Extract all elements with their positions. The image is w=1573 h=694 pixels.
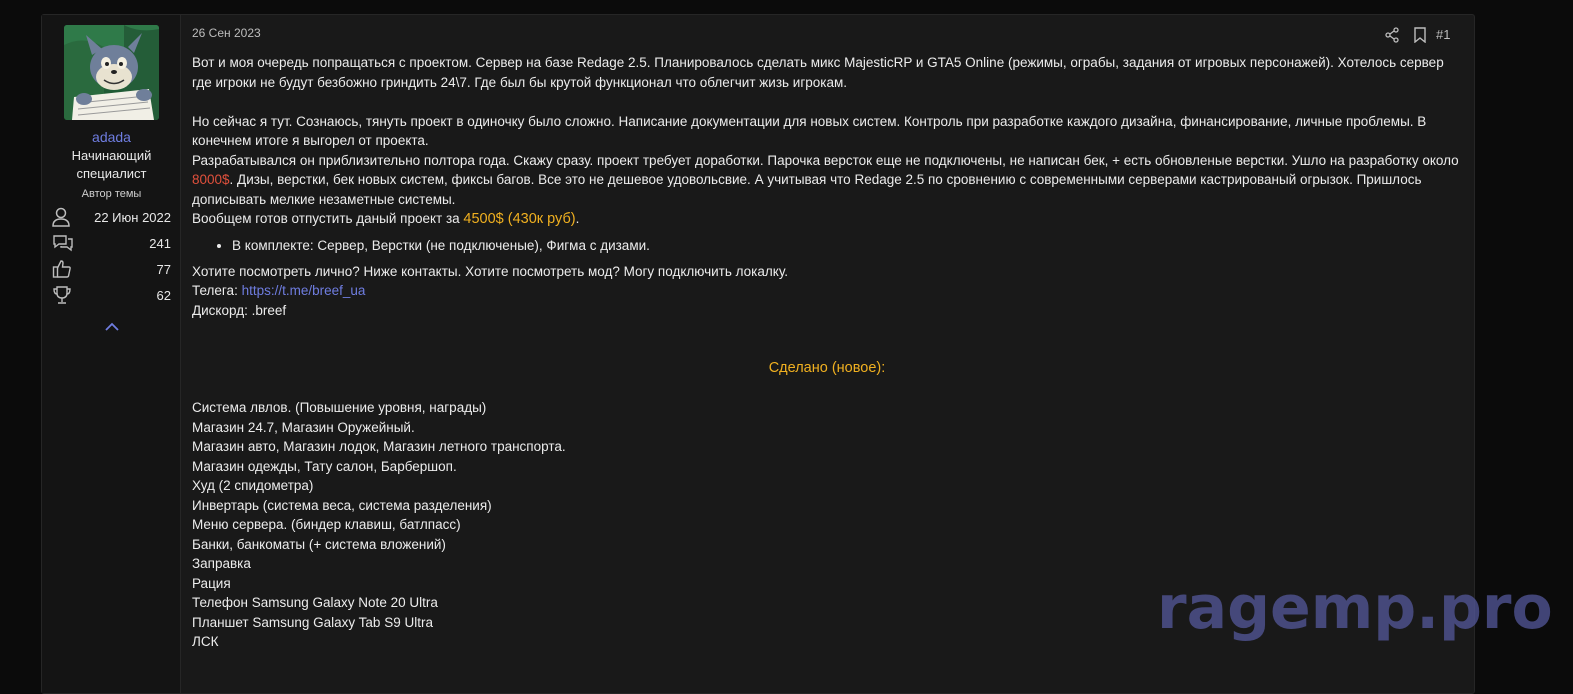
price-development: 8000$: [192, 172, 230, 187]
list-item: Телефон Samsung Galaxy Note 20 Ultra: [192, 595, 438, 610]
stat-value: 77: [156, 262, 171, 277]
list-item: Планшет Samsung Galaxy Tab S9 Ultra: [192, 614, 433, 630]
text-span: Вообщем готов отпустить даный проект за: [192, 211, 464, 226]
text-span: Разрабатывался он приблизительно полтора года. Скажу сразу. проект требует доработки. Парочка версток еще не подключены, не написан бек, + есть обновленые верстки. Ушло на разработку около: [192, 152, 1459, 168]
list-item: Заправка: [192, 556, 251, 571]
thumbs-up-icon: [52, 259, 72, 279]
user-title: Начинающий специалист: [71, 148, 152, 181]
user-icon: [52, 207, 70, 227]
list-item: Инвертарь (система веса, система разделения): [192, 497, 492, 513]
stat-value: 62: [156, 288, 171, 303]
paragraph-development: [192, 151, 1462, 210]
text-span: .: [575, 211, 580, 226]
trophy-icon: [52, 285, 72, 305]
author-badge: Автор темы: [81, 188, 142, 200]
bookmark-button[interactable]: [1413, 27, 1427, 48]
contacts-intro: Хотите посмотреть лично? Ниже контакты. Хотите посмотреть мод? Могу подключить локалку.: [192, 263, 788, 279]
telegram-line: [192, 281, 1462, 301]
list-item: Банки, банкоматы (+ система вложений): [192, 536, 446, 552]
stat-messages: [50, 233, 171, 255]
text-span: . Дизы, верстки, бек новых систем, фиксы багов. Все это не дешевое удовольсвие. А учитывая что Redage 2.5 по сровнению с современными серверами кастрированый огрызок. Пришлось дописывать мелкие незаметные системы.: [192, 172, 1422, 207]
share-icon: [1384, 27, 1400, 43]
kit-list: [192, 236, 1462, 256]
paragraph-offer: [192, 209, 1462, 230]
messages-icon: [52, 233, 74, 253]
bookmark-icon: [1413, 27, 1427, 43]
telegram-label: Телега:: [192, 283, 242, 298]
stat-registered: [50, 207, 171, 229]
telegram-link[interactable]: https://t.me/breef_ua: [241, 283, 366, 298]
stat-value: 241: [149, 236, 171, 251]
tom-cat-avatar-icon: [64, 25, 159, 120]
post-actions: [1384, 27, 1464, 45]
share-button[interactable]: [1384, 27, 1400, 48]
list-item: Магазин одежды, Тату салон, Барбершоп.: [192, 458, 457, 474]
list-item: Магазин авто, Магазин лодок, Магазин летного транспорта.: [192, 439, 566, 454]
user-sidebar: [42, 15, 181, 693]
collapse-toggle[interactable]: [104, 320, 120, 334]
list-item: Магазин 24.7, Магазин Оружейный.: [192, 419, 415, 435]
stat-trophies: [50, 285, 171, 307]
stat-reactions: [50, 259, 171, 281]
list-item: Система лвлов. (Повышение уровня, награды): [192, 400, 487, 415]
watermark: ragemp.pro: [1157, 573, 1553, 643]
list-item: • В комплекте: Сервер, Верстки (не подключеные), Фигма с дизами.: [232, 236, 1462, 256]
avatar[interactable]: [64, 25, 159, 120]
price-offer: 4500$ (430к руб): [463, 211, 576, 227]
done-title: Сделано (новое):: [768, 360, 886, 376]
stat-value: 22 Июн 2022: [94, 210, 171, 225]
chevron-up-icon: [104, 320, 120, 334]
paragraph-reason: Но сейчас я тут. Сознаюсь, тянуть проект в одиночку было сложно. Написание документации для новых систем. Контроль при разработке каждого дизайна, финансирование, личные проблемы. В конечнем итоге я выгорел от проекта.: [192, 113, 1427, 148]
post-body: [192, 53, 1462, 652]
list-item: Рация: [192, 575, 231, 591]
post-number-link[interactable]: #1: [1436, 27, 1451, 42]
list-item: Худ (2 спидометра): [192, 478, 314, 493]
discord-line: Дискорд: .breef: [192, 302, 287, 318]
paragraph-intro: Вот и моя очередь попращаться с проектом. Сервер на базе Redage 2.5. Планировалось сделать микс MajesticRP и GTA5 Online (режимы, ограбы, задания от игровых персонажей). Хотелось сервер где игроки не будут безбожно гриндить 24\7. Где был бы крутой функционал что облегчит жизь игрокам.: [192, 55, 1444, 90]
post-date[interactable]: 26 Сен 2023: [192, 26, 261, 40]
username[interactable]: adada: [92, 129, 131, 145]
list-item: Меню сервера. (биндер клавиш, батлпасс): [192, 517, 461, 532]
list-item: ЛСК: [192, 634, 219, 649]
